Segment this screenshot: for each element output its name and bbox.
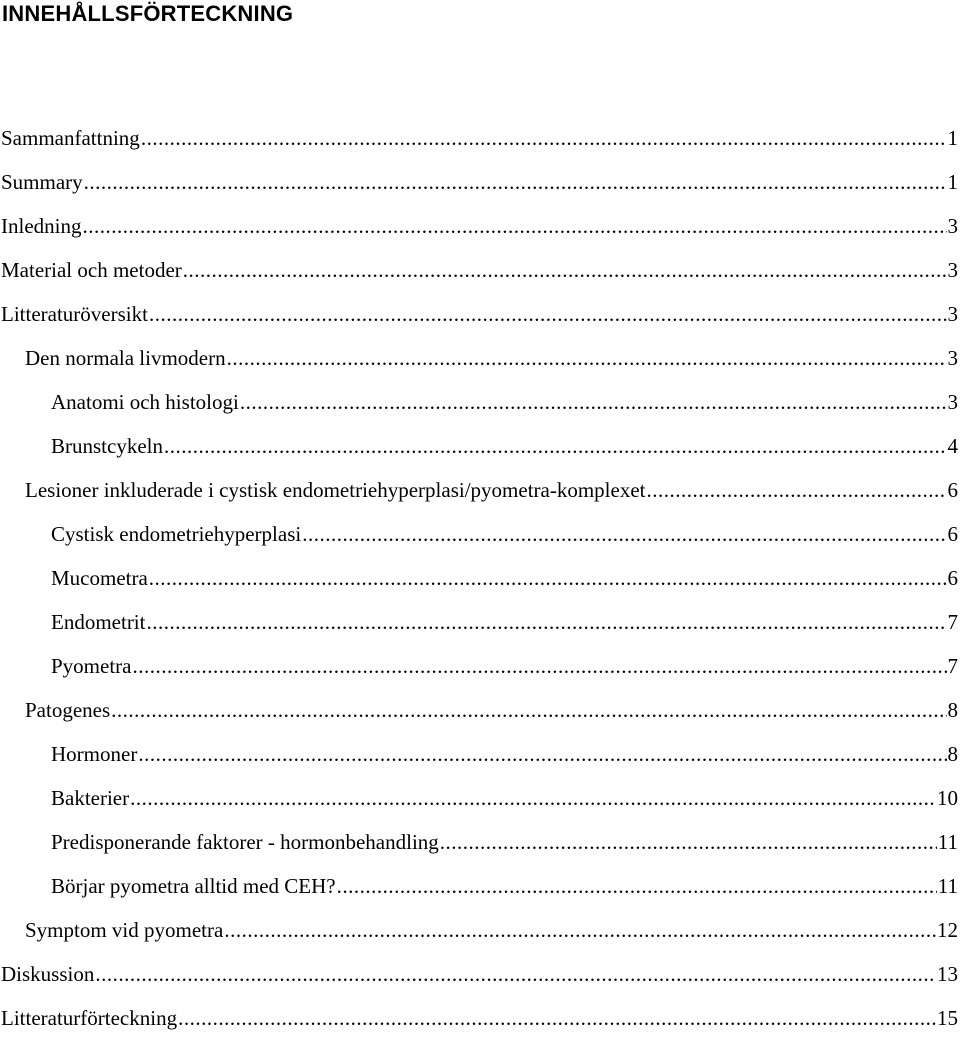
toc-entry-page: 1 xyxy=(947,170,958,194)
dot-leader xyxy=(178,1004,936,1032)
dot-leader xyxy=(183,256,947,284)
dot-leader xyxy=(132,652,946,680)
toc-entry-page: 3 xyxy=(947,258,958,282)
toc-entry-page: 6 xyxy=(947,522,958,546)
toc-entry-label: Symptom vid pyometra xyxy=(25,918,224,942)
toc-entry[interactable] xyxy=(0,432,960,476)
dot-leader xyxy=(227,344,947,372)
dot-leader xyxy=(440,828,937,856)
toc-entry-page: 3 xyxy=(947,302,958,326)
toc-entry-page: 7 xyxy=(947,654,958,678)
toc-entry-label: Diskussion xyxy=(1,962,95,986)
dot-leader xyxy=(646,476,946,504)
toc-entry[interactable] xyxy=(0,520,960,564)
dot-leader xyxy=(240,388,947,416)
toc-entry-label: Summary xyxy=(1,170,83,194)
toc-entry[interactable] xyxy=(0,476,960,520)
toc-entry[interactable] xyxy=(0,1004,960,1048)
page-title: INNEHÅLLSFÖRTECKNING xyxy=(2,1,294,26)
toc-entry-page: 3 xyxy=(947,214,958,238)
toc-entry-page: 12 xyxy=(937,918,958,942)
dot-leader xyxy=(224,916,936,944)
toc-entry-label: Den normala livmodern xyxy=(25,346,226,370)
dot-leader xyxy=(146,608,946,636)
dot-leader xyxy=(138,740,946,768)
toc-entry-label: Lesioner inkluderade i cystisk endometriehyperplasi/pyometra-komplexet xyxy=(25,478,646,502)
toc-entry-page: 11 xyxy=(937,830,958,854)
toc-entry-page: 10 xyxy=(937,786,958,810)
dot-leader xyxy=(130,784,936,812)
toc-entry-label: Litteraturförteckning xyxy=(1,1006,178,1030)
toc-entry-label: Material och metoder xyxy=(1,258,182,282)
toc-entry-page: 8 xyxy=(947,698,958,722)
toc-entry[interactable] xyxy=(0,916,960,960)
dot-leader xyxy=(149,564,947,592)
toc-entry-label: Cystisk endometriehyperplasi xyxy=(51,522,302,546)
toc-entry-label: Inledning xyxy=(1,214,82,238)
toc-entry-label: Endometrit xyxy=(51,610,146,634)
toc-entry[interactable] xyxy=(0,872,960,916)
toc-entry-page: 7 xyxy=(947,610,958,634)
toc-entry-label: Brunstcykeln xyxy=(51,434,163,458)
dot-leader xyxy=(302,520,946,548)
dot-leader xyxy=(164,432,947,460)
toc-entry[interactable] xyxy=(0,256,960,300)
table-of-contents xyxy=(0,124,960,1048)
toc-entry-label: Sammanfattning xyxy=(1,126,140,150)
toc-entry-label: Bakterier xyxy=(51,786,130,810)
toc-entry-page: 4 xyxy=(947,434,958,458)
dot-leader xyxy=(95,960,936,988)
toc-entry[interactable] xyxy=(0,960,960,1004)
toc-entry-page: 11 xyxy=(937,874,958,898)
toc-entry-label: Predisponerande faktorer - hormonbehandling xyxy=(51,830,439,854)
toc-entry[interactable] xyxy=(0,740,960,784)
toc-entry-page: 6 xyxy=(947,478,958,502)
toc-entry-page: 8 xyxy=(947,742,958,766)
toc-entry-label: Anatomi och histologi xyxy=(51,390,239,414)
toc-entry-label: Patogenes xyxy=(25,698,111,722)
toc-entry[interactable] xyxy=(0,124,960,168)
toc-entry[interactable] xyxy=(0,344,960,388)
toc-entry[interactable] xyxy=(0,784,960,828)
toc-entry[interactable] xyxy=(0,168,960,212)
toc-entry[interactable] xyxy=(0,828,960,872)
toc-entry-page: 3 xyxy=(947,390,958,414)
toc-entry-label: Börjar pyometra alltid med CEH? xyxy=(51,874,336,898)
toc-entry[interactable] xyxy=(0,608,960,652)
dot-leader xyxy=(82,212,946,240)
dot-leader xyxy=(141,124,947,152)
toc-entry[interactable] xyxy=(0,300,960,344)
toc-entry-page: 1 xyxy=(947,126,958,150)
toc-entry-label: Mucometra xyxy=(51,566,148,590)
toc-entry[interactable] xyxy=(0,212,960,256)
toc-entry[interactable] xyxy=(0,652,960,696)
toc-entry-page: 3 xyxy=(947,346,958,370)
toc-entry-page: 6 xyxy=(947,566,958,590)
toc-entry[interactable] xyxy=(0,388,960,432)
toc-entry-label: Hormoner xyxy=(51,742,138,766)
dot-leader xyxy=(149,300,947,328)
dot-leader xyxy=(84,168,947,196)
toc-entry[interactable] xyxy=(0,696,960,740)
toc-entry-page: 15 xyxy=(937,1006,958,1030)
toc-entry-page: 13 xyxy=(937,962,958,986)
dot-leader xyxy=(337,872,937,900)
toc-entry[interactable] xyxy=(0,564,960,608)
toc-entry-label: Pyometra xyxy=(51,654,132,678)
toc-entry-label: Litteraturöversikt xyxy=(1,302,148,326)
dot-leader xyxy=(111,696,946,724)
